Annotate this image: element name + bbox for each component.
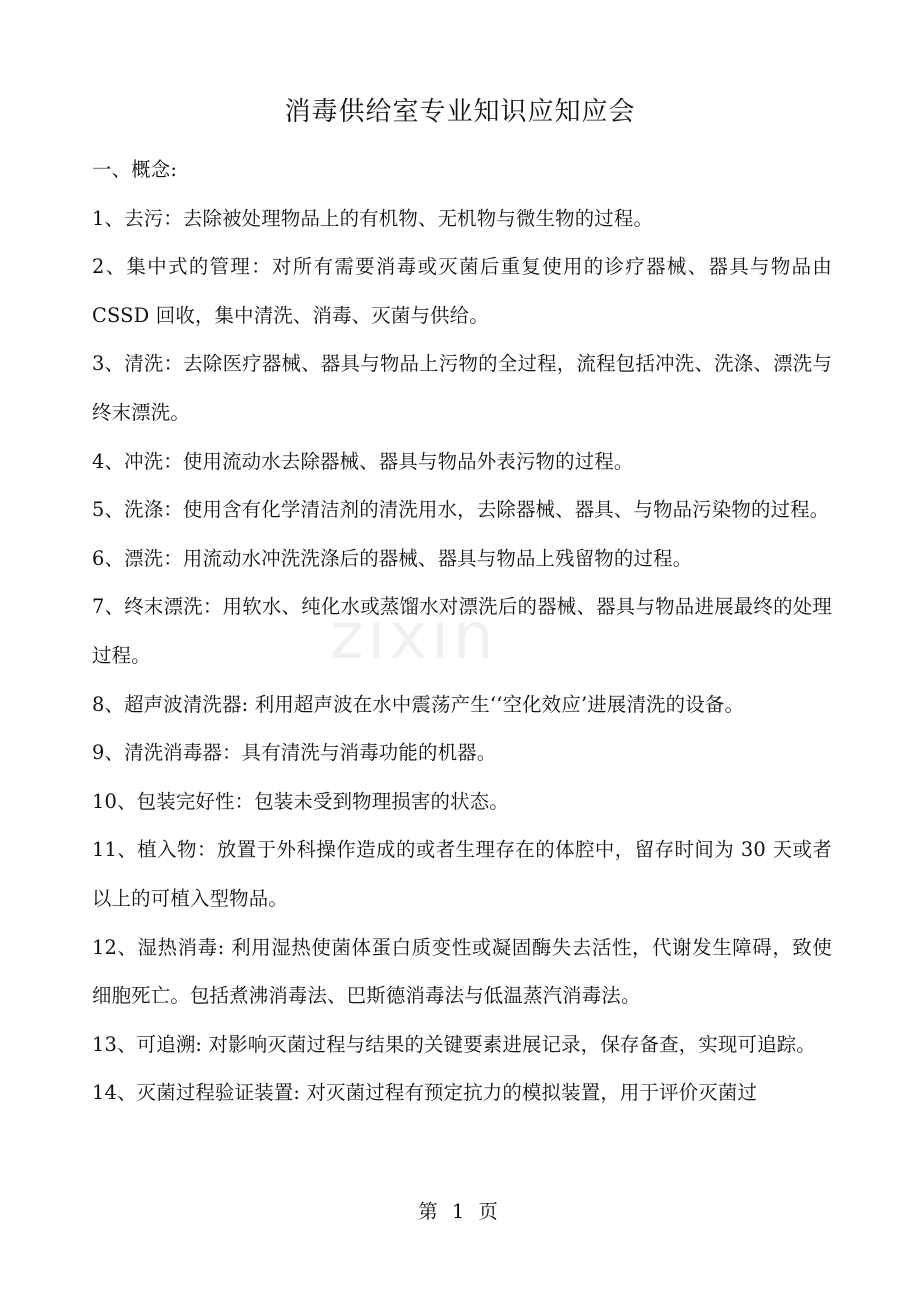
paragraph: 14、灭菌过程验证装置: 对灭菌过程有预定抗力的模拟装置，用于评价灭菌过	[92, 1081, 758, 1105]
page-number: 第 1 页	[418, 1200, 502, 1223]
paragraph: 13、可追溯: 对影响灭菌过程与结果的关键要素进展记录，保存备查，实现可追踪。	[92, 1032, 816, 1056]
paragraph: 9、清洗消毒器：具有清洗与消毒功能的机器。	[92, 741, 497, 765]
paragraph: 10、包装完好性：包装未受到物理损害的状态。	[92, 789, 509, 813]
watermark: zixin	[330, 600, 498, 674]
paragraph: 3、清洗：去除医疗器械、器具与物品上污物的全过程，流程包括冲洗、洗涤、漂洗与终末漂洗。	[92, 352, 832, 424]
paragraph: 4、冲洗：使用流动水去除器械、器具与物品外表污物的过程。	[92, 449, 634, 473]
paragraph: 1、去污：去除被处理物品上的有机物、无机物与微生物的过程。	[92, 206, 654, 230]
paragraph: 2、集中式的管理：对所有需要消毒或灭菌后重复使用的诊疗器械、器具与物品由 CSSD 回收，集中清洗、消毒、灭菌与供给。	[92, 255, 832, 327]
paragraph: 5、洗涤：使用含有化学清洁剂的清洗用水，去除器械、器具、与物品污染物的过程。	[92, 498, 830, 522]
section-heading: 一、概念:	[92, 158, 178, 181]
document-title: 消毒供给室专业知识应知应会	[284, 97, 636, 127]
paragraph: 6、漂洗：用流动水冲洗洗涤后的器械、器具与物品上残留物的过程。	[92, 546, 693, 570]
paragraph: 8、超声波清洗器: 利用超声波在水中震荡产生‘‘空化效应’进展清洗的设备。	[92, 692, 745, 716]
document-body	[92, 146, 832, 1118]
paragraph: 7、终末漂洗：用软水、纯化水或蒸馏水对漂洗后的器械、器具与物品进展最终的处理过程。	[92, 595, 832, 667]
paragraph: 12、湿热消毒: 利用湿热使菌体蛋白质变性或凝固酶失去活性，代谢发生障碍，致使细胞死亡。包括煮沸消毒法、巴斯德消毒法与低温蒸汽消毒法。	[92, 935, 832, 1008]
paragraph: 11、植入物：放置于外科操作造成的或者生理存在的体腔中，留存时间为 30 天或者以上的可植入型物品。	[92, 838, 832, 910]
